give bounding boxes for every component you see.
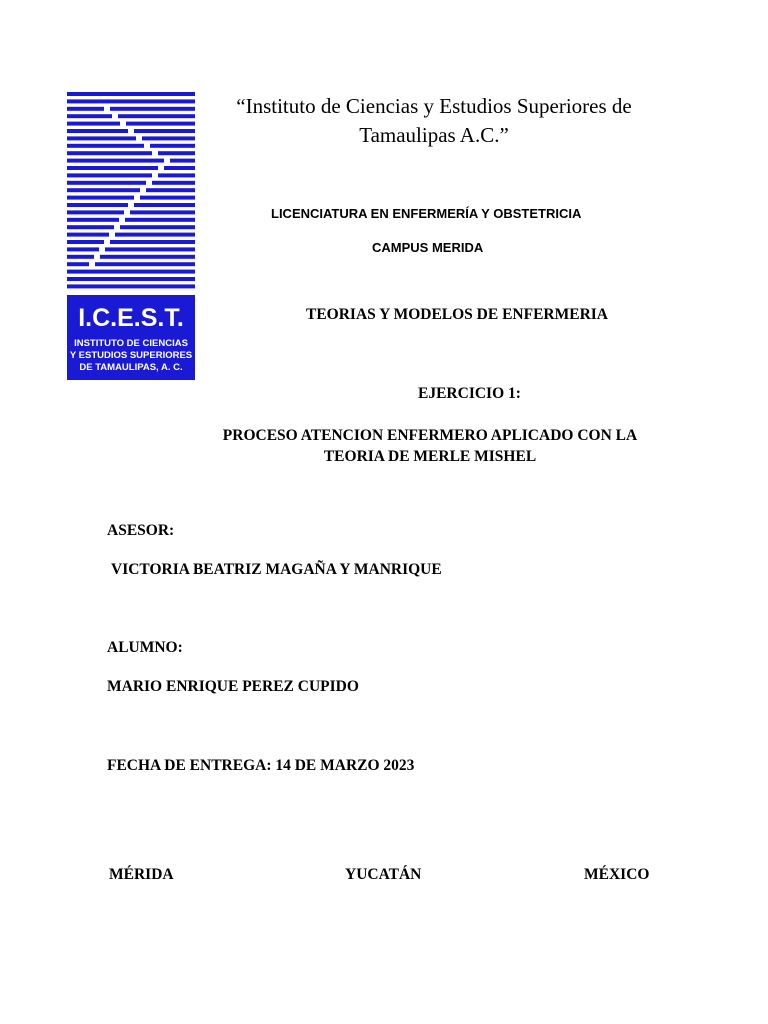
- institution-title: “Instituto de Ciencias y Estudios Superiores de Tamaulipas A.C.”: [236, 94, 632, 147]
- logo-stripe: [67, 188, 140, 192]
- location-state: YUCATÁN: [345, 866, 422, 883]
- logo-stripe: [146, 188, 195, 192]
- logo-stripe: [67, 210, 124, 214]
- program-name: LICENCIATURA EN ENFERMERÍA Y OBSTETRICIA: [271, 206, 582, 221]
- logo-stripe: [134, 203, 195, 207]
- logo-stripe: [67, 166, 158, 170]
- logo-stripe: [67, 151, 152, 155]
- logo-stripe: [67, 225, 114, 229]
- logo-stripe: [67, 277, 195, 281]
- logo-stripe: [67, 262, 89, 266]
- logo-stripe: [105, 247, 195, 251]
- logo-stripe: [67, 173, 152, 177]
- logo-stripe: [67, 233, 109, 237]
- logo-stripe: [67, 247, 99, 251]
- logo-stripe: [67, 129, 128, 133]
- logo-stripe: [125, 218, 195, 222]
- logo-stripe: [67, 144, 144, 148]
- logo-stripe: [67, 218, 119, 222]
- logo-stripe: [134, 129, 195, 133]
- logo-stripe: [142, 136, 195, 140]
- logo-stripe: [110, 240, 195, 244]
- student-label: ALUMNO:: [107, 639, 183, 656]
- logo-stripe: [150, 144, 195, 148]
- logo-caption-line-1: INSTITUTO DE CIENCIAS: [74, 338, 188, 349]
- logo-stripe: [164, 166, 195, 170]
- logo-stripe: [67, 255, 94, 259]
- location-city: MÉRIDA: [109, 866, 174, 883]
- exercise-label: EJERCICIO 1:: [418, 385, 521, 402]
- logo-stripe: [67, 196, 134, 200]
- delivery-date: FECHA DE ENTREGA: 14 DE MARZO 2023: [107, 757, 415, 774]
- student-name: MARIO ENRIQUE PEREZ CUPIDO: [107, 678, 359, 695]
- logo-stripe: [67, 240, 104, 244]
- logo-stripe: [67, 136, 136, 140]
- logo-stripe: [140, 196, 195, 200]
- logo-stripe: [115, 233, 195, 237]
- location-country: MÉXICO: [584, 866, 650, 883]
- logo-stripe: [67, 122, 120, 126]
- campus-name: CAMPUS MERIDA: [372, 240, 484, 255]
- subject-title: TEORIAS Y MODELOS DE ENFERMERIA: [306, 306, 609, 323]
- logo-stripe: [67, 284, 195, 288]
- logo-stripe: [67, 203, 128, 207]
- logo-stripe: [152, 181, 195, 185]
- logo-stripe: [67, 181, 146, 185]
- advisor-name: VICTORIA BEATRIZ MAGAÑA Y MANRIQUE: [111, 561, 442, 578]
- logo-stripe: [120, 225, 195, 229]
- logo-stripes: [67, 92, 195, 288]
- logo-stripe: [158, 173, 195, 177]
- logo-stripe: [67, 92, 195, 96]
- logo-stripe: [118, 114, 195, 118]
- logo-stripe: [100, 255, 195, 259]
- logo-stripe: [67, 270, 195, 274]
- topic-title: PROCESO ATENCION ENFERMERO APLICADO CON LA TEORIA DE MERLE MISHEL: [222, 427, 638, 465]
- logo-stripe: [95, 262, 195, 266]
- logo-caption-line-3: DE TAMAULIPAS, A. C.: [79, 362, 183, 373]
- logo-stripe: [170, 159, 195, 163]
- logo-caption-line-2: Y ESTUDIOS SUPERIORES: [69, 350, 193, 361]
- logo-stripe: [67, 107, 104, 111]
- logo-stripe: [67, 99, 195, 103]
- logo-stripe: [110, 107, 195, 111]
- logo-stripe: [130, 210, 195, 214]
- logo-stripe: [126, 122, 195, 126]
- icest-logo: [67, 90, 195, 380]
- logo-wordmark: I.C.E.S.T.: [78, 304, 184, 332]
- logo-stripe: [67, 159, 164, 163]
- logo-stripe: [158, 151, 195, 155]
- advisor-label: ASESOR:: [107, 522, 175, 539]
- logo-stripe: [67, 114, 112, 118]
